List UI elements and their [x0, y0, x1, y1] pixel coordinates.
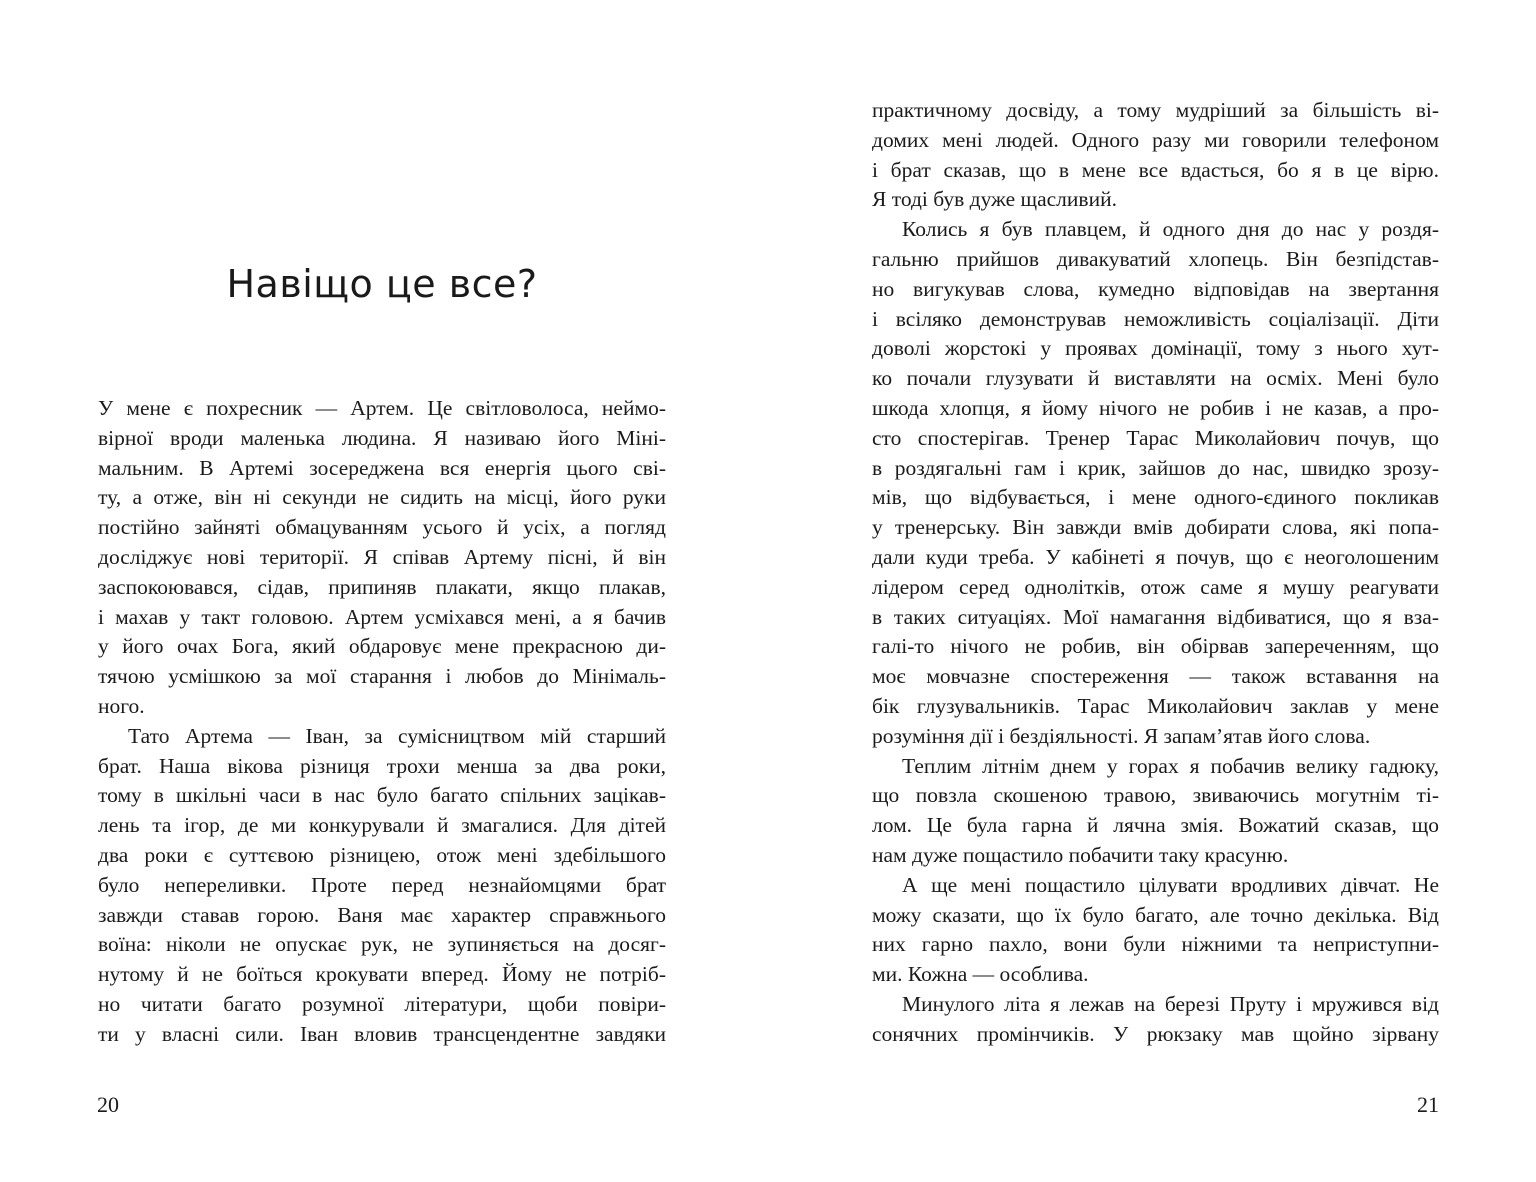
- text-line: дали куди треба. У кабінеті я почув, що є неоголошеним: [872, 544, 1439, 569]
- text-line: сто спостерігав. Тренер Тарас Миколайович почув, що: [872, 425, 1439, 450]
- text-line: шкода хлопця, я йому нічого не робив і не казав, а про-: [872, 395, 1439, 420]
- text-line: ко почали глузувати й виставляти на осміх. Мені було: [872, 366, 1439, 391]
- text-line: лідером серед однолітків, отож саме я мушу реагувати: [872, 574, 1439, 599]
- text-line: Я тоді був дуже щасливий.: [872, 187, 1117, 212]
- right-page-text: [872, 96, 1439, 1050]
- text-line: ного.: [98, 693, 145, 718]
- text-line: у його очах Бога, який обдаровує мене прекрасною ди-: [98, 634, 666, 659]
- text-line: бік глузувальників. Тарас Миколайович заклав у мене: [872, 693, 1439, 718]
- text-line: домих мені людей. Одного разу ми говорили телефоном: [872, 127, 1439, 152]
- text-line: ти у власні сили. Іван вловив трансцендентне завдяки: [98, 1021, 666, 1046]
- text-line: два роки є суттєвою різницею, отож мені здебільшого: [98, 842, 666, 867]
- text-line: нам дуже пощастило побачити таку красуню.: [872, 842, 1289, 867]
- text-line: брат. Наша вікова різниця трохи менша за два роки,: [98, 753, 666, 778]
- left-page-text: [98, 394, 666, 1050]
- text-line: гальню прийшов дивакуватий хлопець. Він безпідстав-: [872, 246, 1439, 271]
- text-line: Минулого літа я лежав на березі Пруту і мружився від: [902, 991, 1439, 1016]
- text-line: но вигукував слова, кумедно відповідав на звертання: [872, 276, 1439, 301]
- text-line: Колись я був плавцем, й одного дня до нас у роздя-: [902, 217, 1439, 242]
- text-line: лень та ігор, де ми конкурували й змагалися. Для дітей: [98, 813, 666, 838]
- text-line: практичному досвіду, а тому мудріший за більшість ві-: [872, 98, 1439, 122]
- text-line: У мене є похресник — Артем. Це світловолоса, неймо-: [98, 396, 666, 420]
- text-line: досліджує нові території. Я співав Артему пісні, й він: [98, 544, 666, 569]
- text-line: тячою усмішкою за мої старання і любов до Мінімаль-: [98, 664, 666, 689]
- text-line: і всіляко демонстрував неможливість соціалізації. Діти: [872, 306, 1439, 331]
- text-line: ми. Кожна — особлива.: [872, 962, 1089, 987]
- text-line: заспокоювався, сідав, припиняв плакати, якщо плакав,: [98, 574, 666, 599]
- text-line: можу сказати, що їх було багато, але точно декілька. Від: [872, 902, 1439, 927]
- chapter-title: Навіщо це все?: [226, 262, 538, 306]
- text-line: Тато Артема — Іван, за сумісництвом мій старший: [128, 723, 666, 748]
- text-line: що повзла скошеною травою, звиваючись могутнім ті-: [872, 783, 1439, 808]
- text-line: воїна: ніколи не опускає рук, не зупиняється на досяг-: [98, 932, 666, 957]
- text-line: було непереливки. Проте перед незнайомцями брат: [98, 872, 666, 897]
- text-line: мів, що відбувається, і мене одного-єдиного покликав: [872, 485, 1439, 510]
- right-page: [768, 0, 1536, 1182]
- text-line: завжди ставав горою. Ваня має характер справжнього: [98, 902, 666, 927]
- text-line: вірної вроди маленька людина. Я називаю його Міні-: [98, 425, 666, 450]
- text-line: лом. Це була гарна й лячна змія. Вожатий сказав, що: [872, 813, 1439, 838]
- text-line: доволі жорстокі у проявах домінації, тому з нього хут-: [872, 336, 1439, 361]
- text-line: галі-то нічого не робив, він обірвав запереченням, що: [872, 634, 1439, 659]
- page-number-right: 21: [1417, 1092, 1439, 1117]
- text-line: в таких ситуаціях. Мої намагання відбиватися, що я вза-: [872, 604, 1439, 629]
- text-line: тому в шкільні часи в нас було багато спільних зацікав-: [98, 783, 666, 808]
- page-number-left: 20: [97, 1092, 119, 1117]
- text-line: А ще мені пощастило цілувати вродливих дівчат. Не: [902, 872, 1439, 897]
- text-line: в роздягальні гам і крик, зайшов до нас, швидко зрозу-: [872, 455, 1439, 480]
- text-line: постійно зайняті обмацуванням усього й усіх, а погляд: [98, 515, 666, 540]
- text-line: но читати багато розумної літератури, щоби повіри-: [98, 991, 666, 1016]
- text-line: сонячних промінчиків. У рюкзаку мав щойно зірвану: [872, 1021, 1439, 1046]
- text-line: розуміння дії і бездіяльності. Я запам’ятав його слова.: [872, 723, 1371, 748]
- text-line: Теплим літнім днем у горах я побачив велику гадюку,: [902, 753, 1439, 778]
- text-line: ту, а отже, він ні секунди не сидить на місці, його руки: [98, 485, 666, 510]
- text-line: і махав у такт головою. Артем усміхався мені, а я бачив: [98, 604, 666, 629]
- text-line: нутому й не боїться крокувати вперед. Йому не потріб-: [98, 962, 666, 987]
- text-line: у тренерську. Він завжди вмів добирати слова, які попа-: [872, 515, 1439, 540]
- text-line: них гарно пахло, вони були ніжними та неприступни-: [872, 932, 1439, 957]
- text-line: моє мовчазне спостереження — також вставання на: [872, 664, 1439, 689]
- text-line: і брат сказав, що в мене все вдасться, бо я в це вірю.: [872, 157, 1439, 182]
- text-line: мальним. В Артемі зосереджена вся енергія цього сві-: [98, 455, 666, 480]
